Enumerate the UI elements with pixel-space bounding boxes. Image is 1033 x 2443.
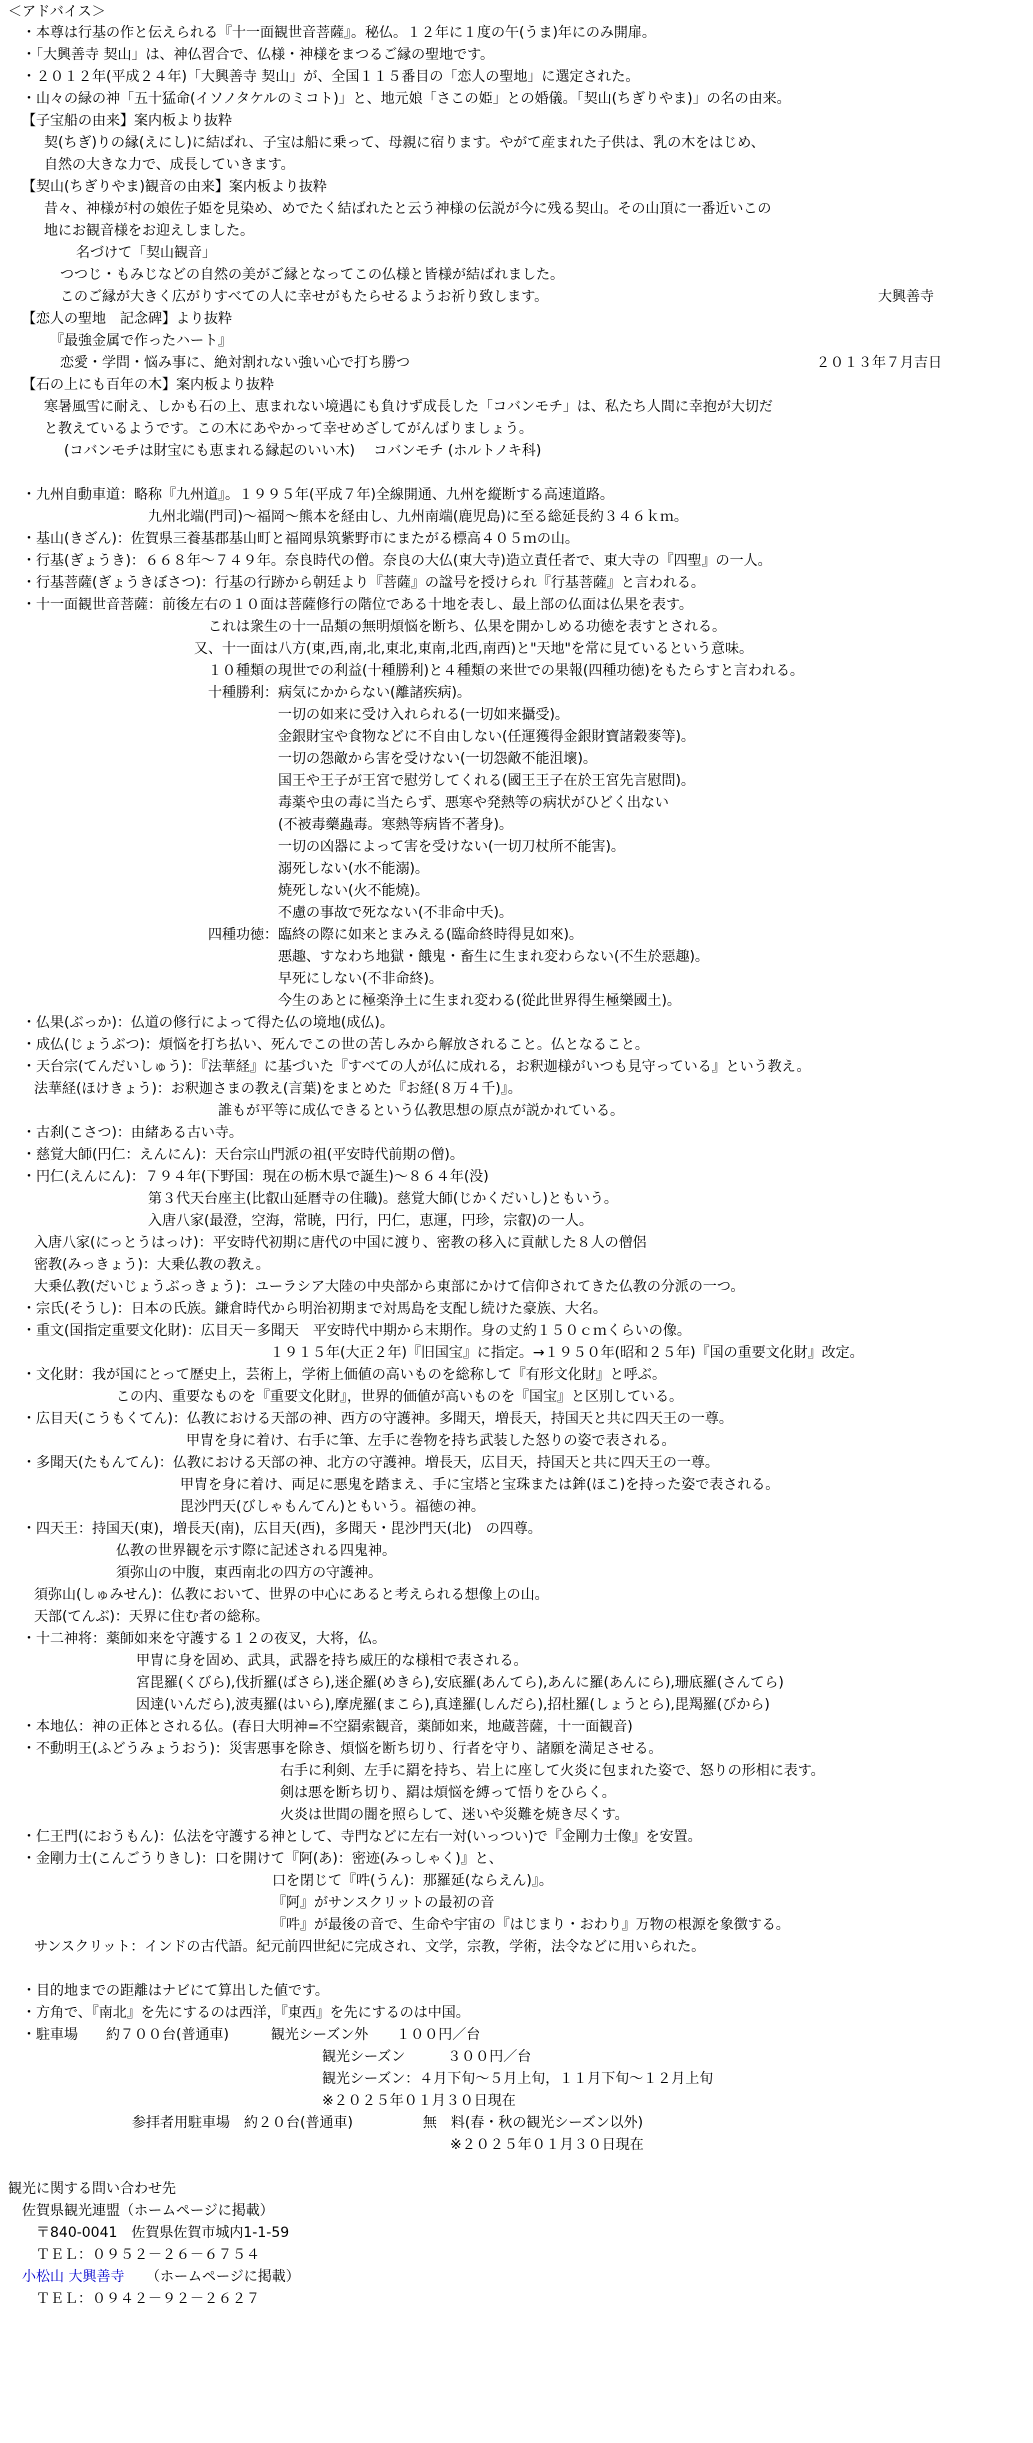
text-line: 十種勝利：病気にかからない(離諸疾病)。 xyxy=(208,685,471,701)
text-line: 佐賀県観光連盟（ホームページに掲載） xyxy=(22,2203,274,2219)
text-line: 観光に関する問い合わせ先 xyxy=(8,2181,176,2197)
text-line: ・四天王：持国天(東)，増長天(南)，広目天(西)，多聞天・毘沙門天(北) の四尊。 xyxy=(22,1521,542,1537)
text-line: 一切の怨敵から害を受けない(一切怨敵不能沮壞)。 xyxy=(278,751,597,767)
text-line: 地にお観音様をお迎えしました。 xyxy=(44,223,254,239)
text-line: 不慮の事故で死なない(不非命中夭)。 xyxy=(278,905,513,921)
text-line: ・方角で、『南北』を先にするのは西洋，『東西』を先にするのは中国。 xyxy=(22,2005,470,2021)
text-line: ＴＥＬ：０９４２－９２－２６２７ xyxy=(36,2291,260,2307)
text-line: 毘沙門天(びしゃもんてん)ともいう。福徳の神。 xyxy=(180,1499,485,1515)
text-line: (コバンモチは財宝にも恵まれる縁起のいい木) コバンモチ (ホルトノキ科) xyxy=(64,443,542,459)
text-line: 恋愛・学問・悩み事に、絶対割れない強い心で打ち勝つ xyxy=(60,355,410,371)
text-line: 溺死しない(水不能溺)。 xyxy=(278,861,429,877)
text-line: 天部(てんぶ)：天界に住む者の総称。 xyxy=(34,1609,269,1625)
text-line: これは衆生の十一品類の無明煩悩を断ち、仏果を開かしめる功徳を表すとされる。 xyxy=(208,619,726,635)
text-line: 須弥山の中腹，東西南北の四方の守護神。 xyxy=(116,1565,382,1581)
text-line: (不被毒藥蟲毒。寒熱等病皆不著身)。 xyxy=(278,817,513,833)
text-line: ・重文(国指定重要文化財)：広目天－多聞天 平安時代中期から末期作。身の丈約１５０ｃｍくらいの像。 xyxy=(22,1323,691,1339)
text-line: 又、十一面は八方(東,西,南,北,東北,東南,北西,南西)と"天地"を常に見ているという意味。 xyxy=(194,641,753,657)
text-line: ※２０２５年０１月３０日現在 xyxy=(322,2093,516,2109)
text-line: ＴＥＬ：０９５２－２６－６７５４ xyxy=(36,2247,260,2263)
text-line: ・仁王門(におうもん)：仏法を守護する神として、寺門などに左右一対(いっつい)で『金剛力士像』を安置。 xyxy=(22,1829,702,1845)
text-line: 〒840-0041 佐賀県佐賀市城内1-1-59 xyxy=(36,2225,290,2241)
text-line: ・広目天(こうもくてん)：仏教における天部の神、西方の守護神。多聞天，増長天，持国天と共に四天王の一尊。 xyxy=(22,1411,733,1427)
text-line: ＜アドバイス＞ xyxy=(8,4,106,20)
text-line: 大興善寺 xyxy=(878,289,934,305)
text-line: 国王や王子が王宮で慰労してくれる(國王王子在於王宮先言慰問)。 xyxy=(278,773,695,789)
text-line: ・行基菩薩(ぎょうきぼさつ)：行基の行跡から朝廷より『菩薩』の諡号を授けられ『行基菩薩』と言われる。 xyxy=(22,575,705,591)
text-line: 火炎は世間の闇を照らして、迷いや災難を焼き尽くす。 xyxy=(280,1807,629,1823)
text-line: と教えているようです。この木にあやかって幸せめざしてがんばりましょう。 xyxy=(44,421,533,437)
text-line: 剣は悪を断ち切り、羂は煩悩を縛って悟りをひらく。 xyxy=(280,1785,616,1801)
text-line: 一切の如来に受け入れられる(一切如来攝受)。 xyxy=(278,707,569,723)
text-line: 『吽』が最後の音で、生命や宇宙の『はじまり・おわり』万物の根源を象徴する。 xyxy=(272,1917,790,1933)
text-line: ・慈覚大師(円仁：えんにん)：天台宗山門派の祖(平安時代前期の僧)。 xyxy=(22,1147,464,1163)
text-line: 入唐八家(にっとうはっけ)：平安時代初期に唐代の中国に渡り、密教の移入に貢献した８人の僧侶 xyxy=(34,1235,647,1251)
text-line: 名づけて「契山観音」 xyxy=(76,245,216,261)
text-line: 小松山 大興善寺 xyxy=(22,2269,125,2285)
text-line: ・基山(きざん)：佐賀県三養基郡基山町と福岡県筑紫野市にまたがる標高４０５ｍの山。 xyxy=(22,531,579,547)
text-line: ・本尊は行基の作と伝えられる『十一面観世音菩薩』。秘仏。１２年に１度の午(うま)年にのみ開扉。 xyxy=(22,25,656,41)
text-line: ・古刹(こさつ)：由緒ある古い寺。 xyxy=(22,1125,243,1141)
text-line: 焼死しない(火不能燒)。 xyxy=(278,883,429,899)
text-line: ・九州自動車道：略称『九州道』。１９９５年(平成７年)全線開通、九州を縦断する高速道路。 xyxy=(22,487,614,503)
text-line: 宮毘羅(くびら),伐折羅(ばさら),迷企羅(めきら),安底羅(あんてら),あんに羅(あんにら),珊底羅(さんてら) xyxy=(136,1675,784,1691)
text-line: ・天台宗(てんだいしゅう)：『法華経』に基づいた『すべての人が仏に成れる，お釈迦様がいつも見守っている』という教え。 xyxy=(22,1059,811,1075)
text-line: 『阿』がサンスクリットの最初の音 xyxy=(272,1895,495,1911)
text-line: ・「大興善寺 契山」は、神仏習合で、仏様・神様をまつるご縁の聖地です。 xyxy=(22,47,495,63)
text-line: 須弥山(しゅみせん)：仏教において、世界の中心にあると考えられる想像上の山。 xyxy=(34,1587,549,1603)
text-line: 【恋人の聖地 記念碑】より抜粋 xyxy=(22,311,232,327)
text-line: １０種類の現世での利益(十種勝利)と４種類の来世での果報(四種功徳)をもたらすと言われる。 xyxy=(208,663,804,679)
text-line: 寒暑風雪に耐え、しかも石の上、恵まれない境遇にも負けず成長した「コバンモチ」は、私たち人間に幸抱が大切だ xyxy=(44,399,773,415)
text-line: ・文化財：我が国にとって歴史上，芸術上，学術上価値の高いものを総称して『有形文化財』と呼ぶ。 xyxy=(22,1367,666,1383)
text-line: 観光シーズン ３００円／台 xyxy=(322,2049,532,2065)
text-line: つつじ・もみじなどの自然の美がご縁となってこの仏様と皆様が結ばれました。 xyxy=(60,267,564,283)
text-line: 四種功徳：臨終の際に如来とまみえる(臨命終時得見如來)。 xyxy=(208,927,583,943)
text-line: 契(ちぎ)りの縁(えにし)に結ばれ、子宝は船に乗って、母親に宿ります。やがて産まれた子供は、乳の木をはじめ、 xyxy=(44,135,765,151)
text-line: 昔々、神様が村の娘佐子姫を見染め、めでたく結ばれたと云う神様の伝説が今に残る契山。その山頂に一番近いこの xyxy=(44,201,772,217)
text-line: 【石の上にも百年の木】案内板より抜粋 xyxy=(22,377,274,393)
text-line: ・駐車場 約７００台(普通車) 観光シーズン外 １００円／台 xyxy=(22,2027,481,2043)
text-line: ・円仁(えんにん)：７９４年(下野国：現在の栃木県で誕生)～８６４年(没) xyxy=(22,1169,489,1185)
text-line: 【契山(ちぎりやま)観音の由来】案内板より抜粋 xyxy=(22,179,327,195)
text-line: 甲冑に身を固め、武具，武器を持ち威圧的な様相で表される。 xyxy=(136,1653,528,1669)
text-line: 金銀財宝や食物などに不自由しない(任運獲得金銀財寶諸穀麥等)。 xyxy=(278,729,695,745)
text-line: 甲冑を身に着け、両足に悪鬼を踏まえ、手に宝塔と宝珠または鉾(ほこ)を持った姿で表される。 xyxy=(180,1477,780,1493)
text-line: ・金剛力士(こんごうりきし)：口を開けて『阿(あ)：密迹(みっしゃく)』と、 xyxy=(22,1851,503,1867)
text-line: ・行基(ぎょうき)：６６８年～７４９年。奈良時代の僧。奈良の大仏(東大寺)造立責任者で、東大寺の『四聖』の一人。 xyxy=(22,553,772,569)
text-line: 第３代天台座主(比叡山延暦寺の住職)。慈覚大師(じかくだいし)ともいう。 xyxy=(148,1191,618,1207)
text-line: 因達(いんだら),波夷羅(はいら),摩虎羅(まこら),真達羅(しんだら),招杜羅(しょうとら),毘羯羅(びから) xyxy=(136,1697,770,1713)
text-line: ・仏果(ぶっか)：仏道の修行によって得た仏の境地(成仏)。 xyxy=(22,1015,394,1031)
text-line: ・目的地までの距離はナビにて算出した値です。 xyxy=(22,1983,329,1999)
text-line: ※２０２５年０１月３０日現在 xyxy=(450,2137,644,2153)
text-line: 一切の凶器によって害を受けない(一切刀杖所不能害)。 xyxy=(278,839,625,855)
text-line: 仏教の世界観を示す際に記述される四鬼神。 xyxy=(116,1543,396,1559)
text-line: 悪趣、すなわち地獄・餓鬼・畜生に生まれ変わらない(不生於惡趣)。 xyxy=(278,949,709,965)
text-line: ２０１３年７月吉日 xyxy=(816,355,942,371)
text-line: 法華経(ほけきょう)：お釈迦さまの教え(言葉)をまとめた『お経(８万４千)』。 xyxy=(34,1081,522,1097)
text-line: 早死にしない(不非命終)。 xyxy=(278,971,443,987)
text-line: 誰もが平等に成仏できるという仏教思想の原点が説かれている。 xyxy=(218,1103,624,1119)
text-line: 密教(みっきょう)：大乗仏教の教え。 xyxy=(34,1257,270,1273)
text-line: 甲冑を身に着け、右手に筆、左手に巻物を持ち武装した怒りの姿で表される。 xyxy=(186,1433,676,1449)
text-line: ・十二神将：薬師如来を守護する１２の夜叉，大将，仏。 xyxy=(22,1631,386,1647)
text-line: ・十一面観世音菩薩：前後左右の１０面は菩薩修行の階位である十地を表し、最上部の仏面は仏果を表す。 xyxy=(22,597,693,613)
text-line: ・不動明王(ふどうみょうおう)：災害悪事を除き、煩悩を断ち切り、行者を守り、諸願を満足させる。 xyxy=(22,1741,663,1757)
text-line: 九州北端(門司)～福岡～熊本を経由し、九州南端(鹿児島)に至る総延長約３４６ｋｍ。 xyxy=(148,509,688,525)
text-line: 毒薬や虫の毒に当たらず、悪寒や発熱等の病状がひどく出ない xyxy=(278,795,669,811)
text-line: このご縁が大きく広がりすべての人に幸せがもたらせるようお祈り致します。 xyxy=(60,289,549,305)
text-line: ・２０１２年(平成２４年)「大興善寺 契山」が、全国１１５番目の「恋人の聖地」に選定された。 xyxy=(22,69,640,85)
text-line: 観光シーズン：４月下旬～５月上旬，１１月下旬～１２月上旬 xyxy=(322,2071,714,2087)
text-line: 参拝者用駐車場 約２０台(普通車) 無 料(春・秋の観光シーズン以外) xyxy=(132,2115,644,2131)
text-line: 口を閉じて『吽(うん)：那羅延(ならえん)』。 xyxy=(272,1873,553,1889)
text-line: ・多聞天(たもんてん)：仏教における天部の神、北方の守護神。増長天，広目天，持国天と共に四天王の一尊。 xyxy=(22,1455,719,1471)
text-line: 入唐八家(最澄，空海，常暁，円行，円仁，恵運，円珍，宗叡)の一人。 xyxy=(148,1213,593,1229)
text-line: ・成仏(じょうぶつ)：煩悩を打ち払い、死んでこの世の苦しみから解放されること。仏となること。 xyxy=(22,1037,649,1053)
text-line: １９１５年(大正２年)『旧国宝』に指定。→１９５０年(昭和２５年)『国の重要文化財』改定。 xyxy=(270,1345,864,1361)
text-line: ・本地仏：神の正体とされる仏。(春日大明神=不空羂索観音，薬師如来，地蔵菩薩，十一面観音) xyxy=(22,1719,633,1735)
text-line: ・宗氏(そうし)：日本の氏族。鎌倉時代から明治初期まで対馬島を支配し続けた豪族、大名。 xyxy=(22,1301,607,1317)
text-line: ・山々の緑の神「五十猛命(イソノタケルのミコト)」と、地元娘「さこの姫」との婚儀。「契山(ちぎりやま)」の名の由来。 xyxy=(22,91,791,107)
text-line: 自然の大きな力で、成長していきます。 xyxy=(44,157,295,173)
text-line: 今生のあとに極楽浄土に生まれ変わる(從此世界得生極樂國土)。 xyxy=(278,993,681,1009)
text-line: （ホームページに掲載） xyxy=(146,2269,300,2285)
text-line: 【子宝船の由来】案内板より抜粋 xyxy=(22,113,232,129)
text-line: この内、重要なものを『重要文化財』，世界的価値が高いものを『国宝』と区別している。 xyxy=(116,1389,683,1405)
text-line: 右手に利剣、左手に羂を持ち、岩上に座して火炎に包まれた姿で、怒りの形相に表す。 xyxy=(280,1763,825,1779)
text-line: 大乗仏教(だいじょうぶっきょう)：ユーラシア大陸の中央部から東部にかけて信仰されてきた仏教の分派の一つ。 xyxy=(34,1279,745,1295)
text-line: サンスクリット：インドの古代語。紀元前四世紀に完成され、文学，宗教，学術，法令などに用いられた。 xyxy=(34,1939,706,1955)
text-line: 『最強金属で作ったハート』 xyxy=(50,333,232,349)
